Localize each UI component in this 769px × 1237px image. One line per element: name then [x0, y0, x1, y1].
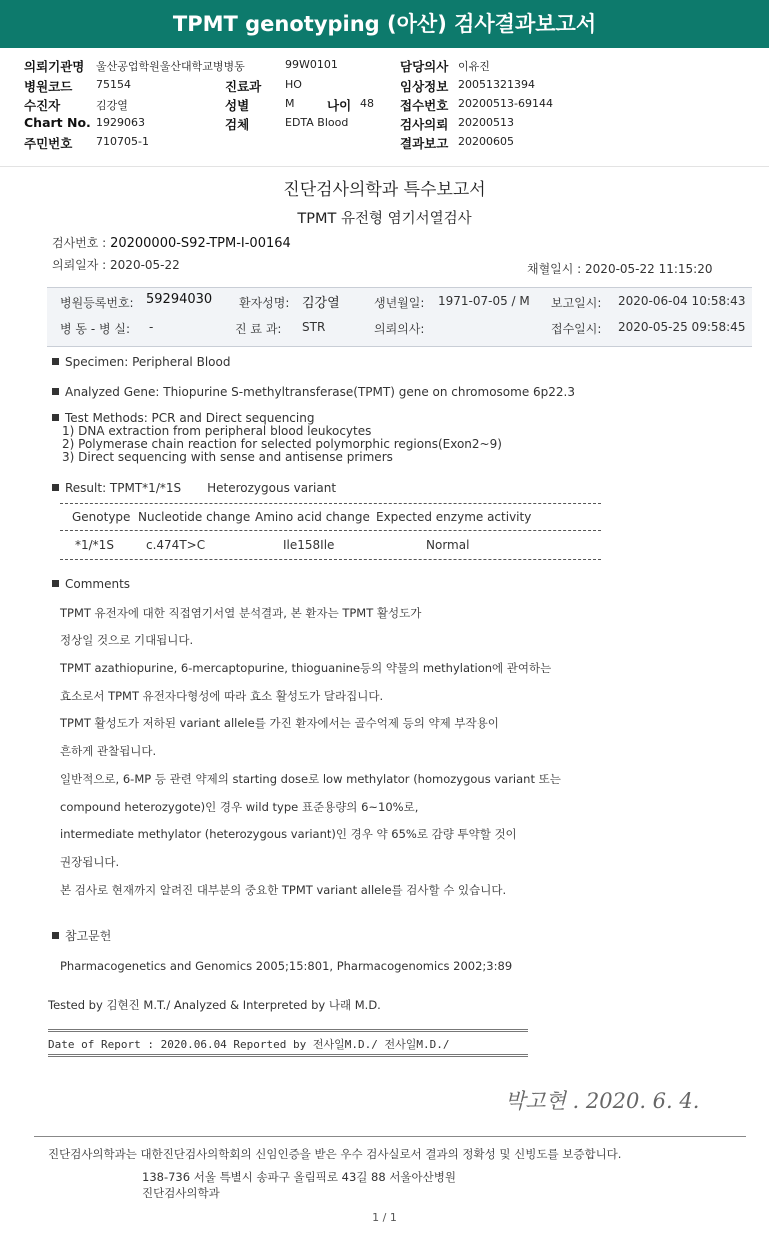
result-section	[52, 481, 336, 495]
patient-name-label: 환자성명:	[239, 296, 290, 310]
result-type: Heterozygous variant	[207, 481, 337, 495]
header-value-3-v1: 1929063	[96, 116, 145, 129]
comment-line: TPMT 활성도가 저하된 variant allele를 가진 환자에서는 골수억제 등의 약제 부작용이	[60, 716, 499, 730]
test-number-label: 검사번호 :	[52, 236, 107, 250]
ward-value: -	[149, 320, 154, 334]
comment-line: TPMT azathiopurine, 6-mercaptopurine, thioguanine등의 약물의 methylation에 관여하는	[60, 661, 552, 675]
comments-section	[52, 577, 130, 591]
test-number	[52, 234, 291, 251]
age-label: 나이	[327, 98, 352, 113]
bullet-icon	[52, 388, 59, 395]
table-bottom-divider	[60, 559, 601, 560]
age-value: 48	[360, 97, 374, 110]
header-value-0-v1: 울산공업학원울산대학교병병동	[96, 60, 245, 73]
methods-list	[62, 425, 502, 464]
header-label-4-l3: 결과보고	[400, 136, 449, 151]
comment-line: TPMT 유전자에 대한 직접염기서열 분석결과, 본 환자는 TPMT 활성도가	[60, 606, 422, 620]
comment-line: 효소로서 TPMT 유전자다형성에 따라 효소 활성도가 달라집니다.	[60, 689, 384, 703]
header-label-2-l3: 접수번호	[400, 98, 449, 113]
collection-date: 채혈일시 : 2020-05-22 11:15:20	[527, 262, 713, 276]
col-nucleotide: Nucleotide change	[138, 510, 251, 524]
header-value-3-v3: 20200513	[458, 116, 514, 129]
patient-name-value: 김강열	[302, 296, 340, 311]
bullet-icon	[52, 358, 59, 365]
receipt-time-value: 2020-05-25 09:58:45	[618, 320, 746, 334]
header-label-3-l2: 검체	[225, 117, 250, 132]
department-text: 진단검사의학과	[142, 1186, 220, 1200]
comment-line: 권장됩니다.	[60, 855, 120, 869]
report-subheading: TPMT 유전형 염기서열검사	[297, 211, 472, 227]
reg-no-label: 병원등록번호:	[60, 296, 134, 310]
header-value-1-v2: HO	[285, 78, 302, 91]
col-enzyme: Expected enzyme activity	[376, 510, 532, 524]
double-rule-bottom	[48, 1054, 528, 1057]
method-item: 3) Direct sequencing with sense and antisense primers	[62, 450, 393, 464]
header-label-0-l1: 의뢰기관명	[24, 59, 85, 74]
comment-line: 흔하게 관찰됩니다.	[60, 744, 157, 758]
header-label-1-l3: 임상정보	[400, 79, 449, 94]
header-label-3-l1: Chart No.	[24, 115, 91, 130]
col-amino-acid: Amino acid change	[255, 510, 370, 524]
references-text: Pharmacogenetics and Genomics 2005;15:801, Pharmacogenomics 2002;3:89	[60, 959, 513, 973]
header-value-0-v2: 99W0101	[285, 58, 338, 71]
header-value-2-v1: 김강열	[96, 99, 128, 112]
cell-genotype: *1/*1S	[75, 538, 114, 552]
reg-no-value: 59294030	[146, 292, 213, 307]
test-number-value: 20200000-S92-TPM-I-00164	[110, 236, 291, 251]
col-genotype: Genotype	[72, 510, 131, 524]
doctor-label: 의뢰의사:	[374, 322, 425, 336]
specimen-section	[52, 355, 230, 369]
dob-value: 1971-07-05 / M	[438, 294, 530, 308]
header-value-0-v3: 이유진	[458, 60, 490, 73]
cell-enzyme: Normal	[426, 538, 470, 552]
header-label-3-l3: 검사의뢰	[400, 117, 449, 132]
header-label-2-l2: 성별	[225, 98, 250, 113]
cell-amino-acid: Ile158Ile	[283, 538, 335, 552]
dob-label: 생년월일:	[374, 296, 425, 310]
method-item: 1) DNA extraction from peripheral blood leukocytes	[62, 424, 372, 438]
report-heading: 진단검사의학과 특수보고서	[283, 180, 486, 200]
page-number: 1 / 1	[372, 1211, 397, 1224]
footer-divider	[34, 1136, 746, 1137]
header-label-4-l1: 주민번호	[24, 136, 73, 151]
comments-title: Comments	[65, 577, 131, 591]
bullet-icon	[52, 414, 59, 421]
patient-info-box	[47, 287, 752, 347]
address-text: 138-736 서울 특별시 송파구 올림픽로 43길 88 서울아산병원	[142, 1170, 456, 1184]
references-title: 참고문헌	[65, 929, 112, 943]
table-top-divider	[60, 503, 601, 504]
table-header-divider	[60, 530, 601, 531]
report-title-bar	[0, 0, 769, 48]
header-value-1-v1: 75154	[96, 78, 131, 91]
methods-title: Test Methods: PCR and Direct sequencing	[65, 411, 315, 425]
header-value-4-v3: 20200605	[458, 135, 514, 148]
report-title: TPMT genotyping (아산) 검사결과보고서	[172, 12, 597, 36]
references-section	[52, 927, 111, 944]
comment-line: intermediate methylator (heterozygous variant)인 경우 약 65%로 감량 투약할 것이	[60, 827, 517, 841]
header-value-1-v3: 20051321394	[458, 78, 535, 91]
header-label-0-l3: 담당의사	[400, 59, 449, 74]
specimen-text: Specimen: Peripheral Blood	[65, 355, 231, 369]
method-item: 2) Polymerase chain reaction for selected polymorphic regions(Exon2~9)	[62, 437, 502, 451]
header-value-2-v3: 20200513-69144	[458, 97, 553, 110]
report-document	[0, 166, 769, 1237]
methods-section	[52, 411, 314, 425]
receipt-time-label: 접수일시:	[551, 322, 602, 336]
cell-nucleotide: c.474T>C	[146, 538, 206, 552]
header-label-2-l1: 수진자	[24, 98, 61, 113]
header-label-1-l2: 진료과	[225, 79, 262, 94]
tested-by: Tested by 김현진 M.T./ Analyzed & Interpreted by 나래 M.D.	[48, 998, 381, 1012]
report-time-label: 보고일시:	[551, 296, 602, 310]
bullet-icon	[52, 932, 59, 939]
comment-line: 본 검사로 현재까지 알려진 대부분의 중요한 TPMT variant allele를 검사할 수 있습니다.	[60, 883, 507, 897]
certification-text: 진단검사의학과는 대한진단검사의학회의 신임인증을 받은 우수 검사실로서 결과의 정확성 및 신빙도를 보증합니다.	[48, 1147, 622, 1161]
gene-section	[52, 385, 575, 399]
ward-label: 병 동 - 병 실:	[60, 322, 130, 336]
header-value-4-v1: 710705-1	[96, 135, 149, 148]
patient-header	[0, 48, 769, 166]
double-rule-top	[48, 1029, 528, 1032]
bullet-icon	[52, 580, 59, 587]
gene-text: Analyzed Gene: Thiopurine S-methyltransferase(TPMT) gene on chromosome 6p22.3	[65, 385, 575, 399]
request-date: 의뢰일자 : 2020-05-22	[52, 258, 180, 272]
comment-line: compound heterozygote)인 경우 wild type 표준용량의 6~10%로,	[60, 800, 419, 814]
dept-value: STR	[302, 320, 326, 334]
bullet-icon	[52, 484, 59, 491]
header-value-3-v2: EDTA Blood	[285, 116, 349, 129]
header-label-1-l1: 병원코드	[24, 79, 73, 94]
handwritten-signature: 박고현 . 2020. 6. 4.	[505, 1089, 700, 1113]
result-genotype: Result: TPMT*1/*1S	[65, 481, 182, 495]
comment-line: 정상일 것으로 기대됩니다.	[60, 633, 194, 647]
report-time-value: 2020-06-04 10:58:43	[618, 294, 746, 308]
header-value-2-v2: M	[285, 97, 295, 110]
comment-line: 일반적으로, 6-MP 등 관련 약제의 starting dose로 low methylator (homozygous variant 또는	[60, 772, 561, 786]
dept-label: 진 료 과:	[235, 322, 282, 336]
date-of-report: Date of Report : 2020.06.04 Reported by 전사일M.D./ 전사일M.D./	[48, 1038, 450, 1051]
